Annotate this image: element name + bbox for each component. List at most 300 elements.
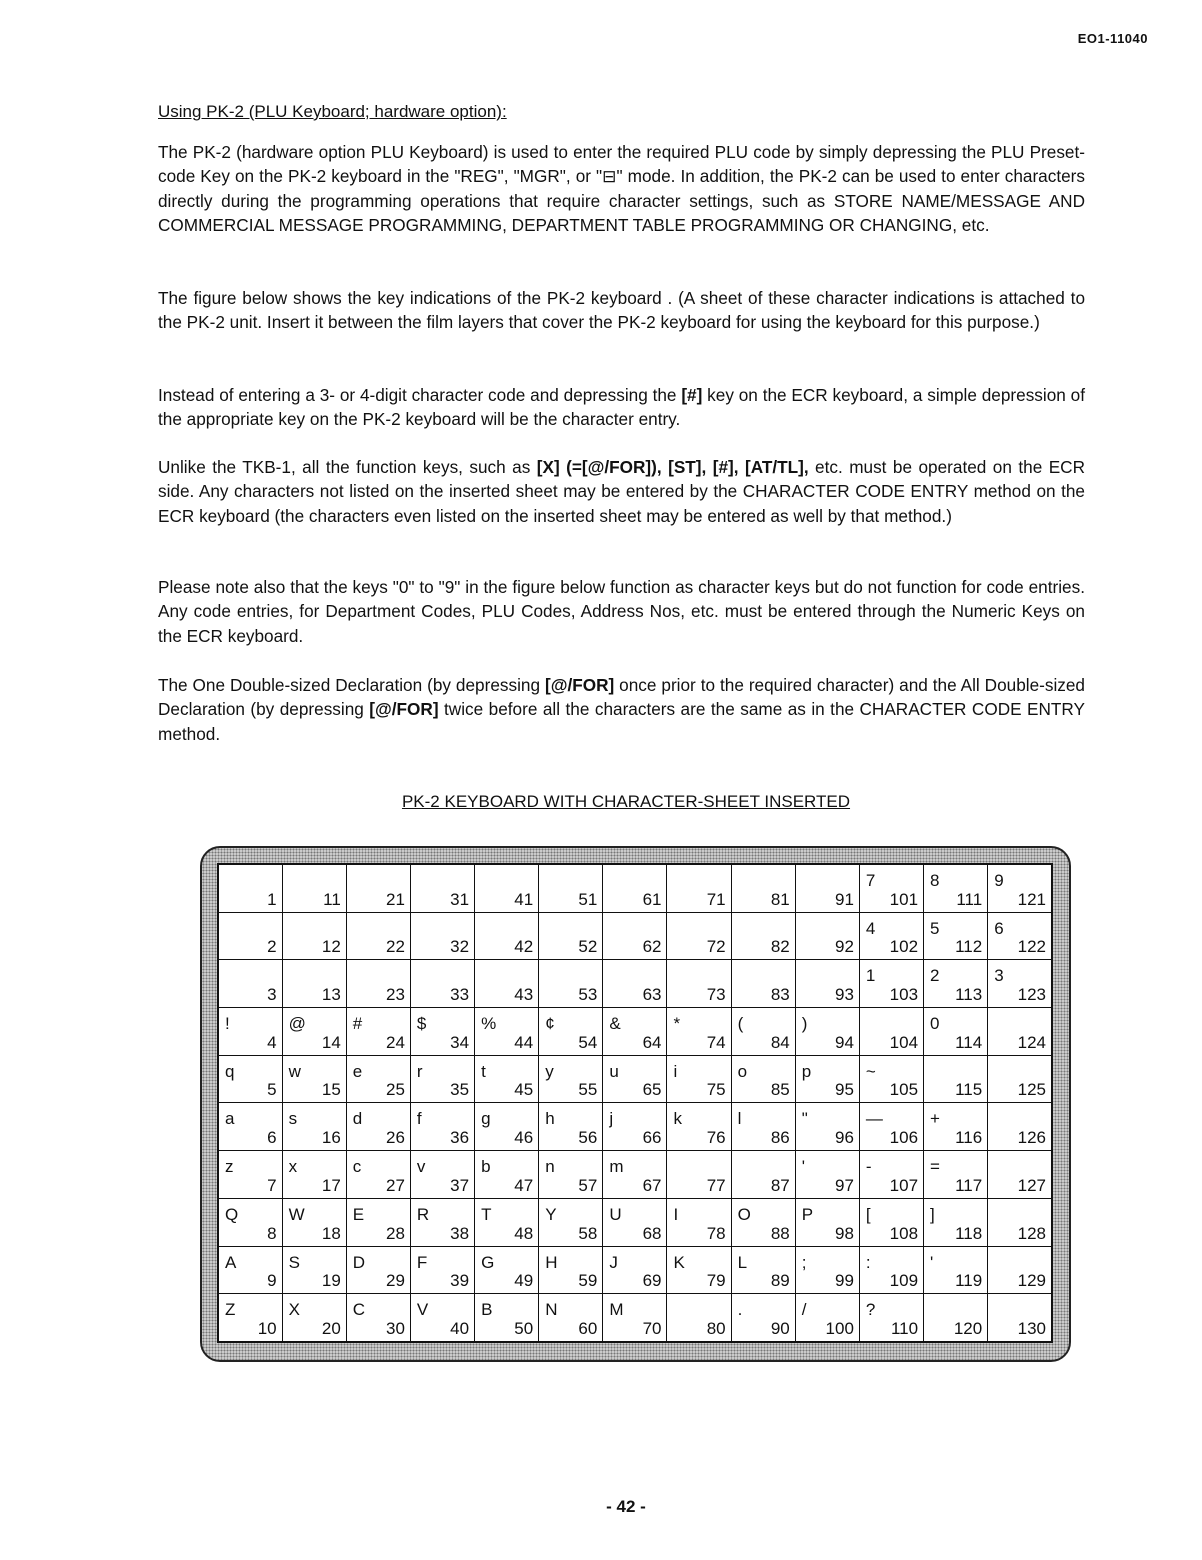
key-cell[interactable] <box>667 1103 731 1151</box>
key-code: 1 <box>267 889 277 909</box>
key-cell[interactable] <box>282 1246 346 1294</box>
key-cell[interactable] <box>346 912 410 960</box>
key-cell[interactable] <box>282 1008 346 1056</box>
key-cell[interactable] <box>924 1055 988 1103</box>
key-cell[interactable] <box>346 864 410 912</box>
key-cell[interactable] <box>282 912 346 960</box>
key-code: 19 <box>321 1271 341 1291</box>
key-cell[interactable] <box>731 1008 795 1056</box>
key-cell[interactable] <box>410 864 474 912</box>
key-cell[interactable] <box>988 1151 1052 1199</box>
key-cell[interactable] <box>924 960 988 1008</box>
key-code: 121 <box>1017 889 1046 909</box>
section-heading: Using PK-2 (PLU Keyboard; hardware option): <box>158 102 507 121</box>
page-number: - 42 - <box>606 1497 646 1516</box>
key-code: 69 <box>642 1271 662 1291</box>
key-cell[interactable] <box>410 1055 474 1103</box>
key-cell[interactable] <box>988 912 1052 960</box>
key-cell[interactable] <box>731 1294 795 1342</box>
key-cell[interactable] <box>924 1103 988 1151</box>
key-cell[interactable] <box>475 912 539 960</box>
key-cell[interactable] <box>988 1008 1052 1056</box>
key-code: 115 <box>955 1080 983 1100</box>
key-cell[interactable] <box>859 912 923 960</box>
key-character: l <box>737 1109 742 1129</box>
key-cell[interactable] <box>667 960 731 1008</box>
key-code: 85 <box>770 1080 790 1100</box>
key-code: 35 <box>450 1080 470 1100</box>
key-row <box>218 1246 1052 1294</box>
key-character: v <box>416 1157 426 1177</box>
key-code: 91 <box>834 889 854 909</box>
key-code: 41 <box>514 889 534 909</box>
key-character: % <box>481 1014 497 1034</box>
key-code: 20 <box>321 1319 341 1338</box>
key-code: 77 <box>706 1175 726 1195</box>
key-cell[interactable] <box>410 1103 474 1151</box>
key-cell[interactable] <box>667 1198 731 1246</box>
key-cell[interactable] <box>731 1246 795 1294</box>
key-cell[interactable] <box>988 1103 1052 1151</box>
paragraph-3-text-b: key on the ECR keyboard, a simple depression of the appropriate key on the PK-2 keyboard will be the character entry. <box>158 385 1085 430</box>
key-code: 74 <box>706 1032 726 1052</box>
key-cell[interactable] <box>539 960 603 1008</box>
key-cell[interactable] <box>859 1055 923 1103</box>
key-code: 66 <box>642 1128 662 1148</box>
key-code: 30 <box>386 1319 405 1338</box>
key-code: 87 <box>770 1175 790 1195</box>
key-cell[interactable] <box>218 960 282 1008</box>
key-cell[interactable] <box>731 864 795 912</box>
key-character: 0 <box>930 1014 940 1034</box>
key-character: — <box>865 1109 883 1129</box>
key-character: ; <box>801 1252 807 1272</box>
key-code: 22 <box>386 937 405 957</box>
key-cell[interactable] <box>410 1294 474 1342</box>
key-cell[interactable] <box>410 960 474 1008</box>
key-character: M <box>609 1300 624 1320</box>
key-code: 65 <box>642 1080 662 1100</box>
key-code: 118 <box>955 1223 983 1243</box>
key-character: 7 <box>865 871 876 890</box>
key-code: 97 <box>834 1175 854 1195</box>
key-code: 101 <box>889 889 919 909</box>
key-code: 99 <box>834 1271 854 1291</box>
key-code: 48 <box>514 1223 534 1243</box>
key-code: 67 <box>642 1175 662 1195</box>
key-cell[interactable] <box>859 1151 923 1199</box>
paragraph-3-text-a: Instead of entering a 3- or 4-digit character code and depressing the <box>158 385 682 405</box>
key-cell[interactable] <box>282 1198 346 1246</box>
key-character: A <box>225 1252 237 1272</box>
key-code: 32 <box>450 937 470 957</box>
key-cell[interactable] <box>795 1055 859 1103</box>
key-cell[interactable] <box>924 1246 988 1294</box>
key-cell[interactable] <box>282 960 346 1008</box>
key-code: 5 <box>267 1080 277 1100</box>
key-cell[interactable] <box>731 960 795 1008</box>
key-code: 59 <box>578 1271 598 1291</box>
key-cell[interactable] <box>603 912 667 960</box>
key-cell[interactable] <box>924 864 988 912</box>
pk2-keyboard <box>200 846 1071 1362</box>
key-cell[interactable] <box>924 1198 988 1246</box>
paragraph-4-text-a: Unlike the TKB-1, all the function keys, such as <box>158 457 537 477</box>
key-cell[interactable] <box>282 1294 346 1342</box>
key-character: Z <box>225 1300 236 1320</box>
key-cell[interactable] <box>795 864 859 912</box>
key-code: 94 <box>834 1032 854 1052</box>
key-cell[interactable] <box>475 1008 539 1056</box>
key-character: B <box>481 1300 493 1320</box>
paragraph-6-text-c: twice before all the characters are the same as in the CHARACTER CODE ENTRY method. <box>158 699 1085 744</box>
key-character: @ <box>288 1014 306 1034</box>
key-cell[interactable] <box>410 1008 474 1056</box>
key-character: K <box>673 1252 685 1272</box>
key-cell[interactable] <box>859 1246 923 1294</box>
key-cell[interactable] <box>859 1103 923 1151</box>
key-character: * <box>673 1014 681 1034</box>
key-code: 7 <box>267 1175 277 1195</box>
key-character: 1 <box>865 966 876 986</box>
key-cell[interactable] <box>603 1151 667 1199</box>
key-code: 103 <box>889 985 919 1005</box>
key-cell[interactable] <box>218 1198 282 1246</box>
key-cell[interactable] <box>795 1103 859 1151</box>
key-code: 9 <box>267 1271 277 1291</box>
key-code: 88 <box>770 1223 790 1243</box>
key-cell[interactable] <box>218 1055 282 1103</box>
key-character: . <box>737 1300 743 1320</box>
key-code: 53 <box>578 985 598 1005</box>
key-cell[interactable] <box>988 864 1052 912</box>
key-code: 10 <box>257 1319 277 1338</box>
key-cell[interactable] <box>667 1151 731 1199</box>
key-cell[interactable] <box>218 1294 282 1342</box>
key-code: 21 <box>386 889 405 909</box>
key-cell[interactable] <box>282 864 346 912</box>
key-code: 33 <box>450 985 470 1005</box>
key-code: 120 <box>953 1319 983 1338</box>
key-cell[interactable] <box>667 1008 731 1056</box>
key-character: ) <box>801 1014 808 1034</box>
paragraph-4 <box>158 455 1085 528</box>
key-code: 55 <box>578 1080 598 1100</box>
key-character: + <box>930 1109 940 1129</box>
key-code: 64 <box>642 1032 662 1052</box>
key-code: 63 <box>642 985 662 1005</box>
key-cell[interactable] <box>603 1103 667 1151</box>
key-cell[interactable] <box>795 1246 859 1294</box>
key-cell[interactable] <box>924 1294 988 1342</box>
key-character: ¢ <box>545 1014 555 1034</box>
key-cell[interactable] <box>731 1103 795 1151</box>
key-code: 28 <box>386 1223 405 1243</box>
key-cell[interactable] <box>475 1198 539 1246</box>
key-cell[interactable] <box>539 1198 603 1246</box>
key-cell[interactable] <box>859 1198 923 1246</box>
key-cell[interactable] <box>410 1151 474 1199</box>
key-cell[interactable] <box>795 912 859 960</box>
key-cell[interactable] <box>346 1294 410 1342</box>
key-code: 106 <box>889 1128 919 1148</box>
key-cell[interactable] <box>603 960 667 1008</box>
key-cell[interactable] <box>346 1198 410 1246</box>
key-character: / <box>801 1300 807 1320</box>
key-cell[interactable] <box>346 1246 410 1294</box>
key-character: P <box>801 1204 814 1224</box>
key-code: 42 <box>514 937 534 957</box>
key-cell[interactable] <box>346 1055 410 1103</box>
key-character: ' <box>930 1252 934 1272</box>
key-cell[interactable] <box>603 864 667 912</box>
key-code: 18 <box>321 1223 341 1243</box>
key-code: 114 <box>955 1032 983 1052</box>
key-code: 61 <box>642 889 662 909</box>
key-cell[interactable] <box>346 960 410 1008</box>
key-cell[interactable] <box>346 1103 410 1151</box>
key-cell[interactable] <box>218 864 282 912</box>
key-cell[interactable] <box>282 1103 346 1151</box>
key-character: ! <box>225 1014 230 1034</box>
key-cell[interactable] <box>988 960 1052 1008</box>
key-code: 110 <box>890 1319 919 1338</box>
key-character: # <box>352 1014 363 1034</box>
key-cell[interactable] <box>410 912 474 960</box>
key-cell[interactable] <box>667 912 731 960</box>
key-code: 86 <box>770 1128 790 1148</box>
key-cell[interactable] <box>475 960 539 1008</box>
key-cell[interactable] <box>218 1151 282 1199</box>
key-cell[interactable] <box>475 864 539 912</box>
key-character: b <box>481 1157 491 1177</box>
key-cell[interactable] <box>731 1198 795 1246</box>
key-character: q <box>225 1061 235 1081</box>
key-cell[interactable] <box>795 960 859 1008</box>
key-cell[interactable] <box>988 1055 1052 1103</box>
key-code: 125 <box>1017 1080 1046 1100</box>
key-character: ( <box>737 1014 744 1034</box>
key-character: h <box>545 1109 555 1129</box>
key-row <box>218 1055 1052 1103</box>
key-cell[interactable] <box>795 1008 859 1056</box>
key-code: 90 <box>770 1319 790 1338</box>
key-character: p <box>801 1061 812 1081</box>
key-character: J <box>609 1252 618 1272</box>
key-row <box>218 912 1052 960</box>
key-cell[interactable] <box>731 1055 795 1103</box>
key-character: r <box>416 1061 423 1081</box>
hash-key-label: [#] <box>681 385 703 405</box>
paragraph-4-text-b: etc. must be operated on the ECR side. Any characters not listed on the inserted sheet may be entered by the CHARACTER CODE ENTRY method on the ECR keyboard (the characters even listed on the inserted sheet may be entered as well by that method.) <box>158 457 1085 526</box>
key-code: 71 <box>706 889 726 909</box>
key-character: E <box>352 1204 365 1224</box>
paragraph-3 <box>158 383 1085 432</box>
key-code: 76 <box>706 1128 726 1148</box>
key-cell[interactable] <box>218 1103 282 1151</box>
key-cell[interactable] <box>475 1294 539 1342</box>
key-cell[interactable] <box>346 1151 410 1199</box>
key-code: 107 <box>889 1175 919 1195</box>
key-cell[interactable] <box>667 864 731 912</box>
key-cell[interactable] <box>539 1151 603 1199</box>
key-code: 8 <box>267 1223 277 1243</box>
key-cell[interactable] <box>667 1294 731 1342</box>
key-cell[interactable] <box>603 1294 667 1342</box>
key-cell[interactable] <box>859 960 923 1008</box>
key-code: 58 <box>578 1223 598 1243</box>
key-cell[interactable] <box>603 1246 667 1294</box>
key-cell[interactable] <box>603 1055 667 1103</box>
key-character: Y <box>545 1204 557 1224</box>
key-cell[interactable] <box>218 912 282 960</box>
key-character: O <box>737 1204 751 1224</box>
key-character: N <box>545 1300 558 1320</box>
key-cell[interactable] <box>539 1103 603 1151</box>
key-character: u <box>609 1061 619 1081</box>
key-character: G <box>481 1252 495 1272</box>
key-grid <box>217 863 1053 1343</box>
key-code: 104 <box>889 1032 919 1052</box>
key-cell[interactable] <box>475 1103 539 1151</box>
key-cell[interactable] <box>539 1055 603 1103</box>
key-character: f <box>416 1109 422 1129</box>
key-code: 44 <box>514 1032 534 1052</box>
key-cell[interactable] <box>218 1008 282 1056</box>
key-cell[interactable] <box>539 864 603 912</box>
key-cell[interactable] <box>539 912 603 960</box>
key-code: 130 <box>1017 1319 1046 1338</box>
key-character: x <box>288 1157 298 1177</box>
key-code: 127 <box>1017 1175 1046 1195</box>
key-cell[interactable] <box>346 1008 410 1056</box>
paragraph-6-text-b: once prior to the required character) and the All Double-sized Declaration (by depressing <box>158 675 1085 720</box>
key-cell[interactable] <box>282 1151 346 1199</box>
key-code: 6 <box>267 1128 277 1148</box>
key-character: ' <box>801 1157 806 1177</box>
key-cell[interactable] <box>475 1055 539 1103</box>
key-character: = <box>930 1157 940 1177</box>
key-cell[interactable] <box>667 1055 731 1103</box>
key-cell[interactable] <box>539 1294 603 1342</box>
key-code: 27 <box>386 1175 405 1195</box>
key-cell[interactable] <box>603 1008 667 1056</box>
key-cell[interactable] <box>282 1055 346 1103</box>
key-cell[interactable] <box>539 1008 603 1056</box>
key-code: 119 <box>955 1271 983 1291</box>
key-code: 105 <box>889 1080 919 1100</box>
key-code: 122 <box>1017 937 1046 957</box>
key-code: 26 <box>386 1128 405 1148</box>
key-cell[interactable] <box>795 1294 859 1342</box>
key-character: 9 <box>994 871 1004 890</box>
key-code: 25 <box>386 1080 405 1100</box>
key-character: H <box>545 1252 558 1272</box>
key-cell[interactable] <box>731 912 795 960</box>
key-code: 57 <box>578 1175 598 1195</box>
key-code: 117 <box>955 1175 983 1195</box>
key-code: 11 <box>323 889 341 909</box>
key-cell[interactable] <box>795 1198 859 1246</box>
key-cell[interactable] <box>859 1294 923 1342</box>
key-character: : <box>865 1252 871 1272</box>
key-character: R <box>416 1204 430 1224</box>
key-character: & <box>609 1014 621 1034</box>
key-cell[interactable] <box>795 1151 859 1199</box>
key-code: 23 <box>386 985 405 1005</box>
key-code: 52 <box>578 937 598 957</box>
key-code: 16 <box>321 1128 341 1148</box>
key-row <box>218 864 1052 912</box>
key-character: W <box>288 1204 305 1224</box>
key-code: 72 <box>706 937 726 957</box>
key-cell[interactable] <box>475 1246 539 1294</box>
key-cell[interactable] <box>667 1246 731 1294</box>
key-code: 45 <box>514 1080 534 1100</box>
key-code: 112 <box>955 937 983 957</box>
key-code: 14 <box>321 1032 341 1052</box>
key-character: w <box>288 1061 301 1081</box>
key-character: y <box>545 1061 554 1081</box>
key-cell[interactable] <box>603 1198 667 1246</box>
key-character: d <box>352 1109 363 1129</box>
key-character: X <box>288 1300 300 1320</box>
key-code: 46 <box>514 1128 534 1148</box>
key-cell[interactable] <box>988 1294 1052 1342</box>
key-code: 79 <box>706 1271 726 1291</box>
key-code: 84 <box>770 1032 790 1052</box>
key-code: 98 <box>834 1223 854 1243</box>
document-number: EO1-11040 <box>1077 31 1148 46</box>
key-cell[interactable] <box>859 864 923 912</box>
key-character: a <box>225 1109 235 1129</box>
key-code: 2 <box>267 937 277 957</box>
key-cell[interactable] <box>859 1008 923 1056</box>
key-cell[interactable] <box>410 1198 474 1246</box>
key-cell[interactable] <box>988 1198 1052 1246</box>
key-cell[interactable] <box>924 1008 988 1056</box>
key-code: 113 <box>955 985 983 1005</box>
key-cell[interactable] <box>924 912 988 960</box>
key-cell[interactable] <box>731 1151 795 1199</box>
key-row <box>218 1294 1052 1342</box>
key-code: 73 <box>706 985 726 1005</box>
key-row <box>218 1008 1052 1056</box>
for-key-label: [@/FOR] <box>544 675 615 695</box>
key-character: T <box>481 1204 492 1224</box>
for-key-label-2: [@/FOR] <box>369 699 439 720</box>
key-character: i <box>673 1061 678 1081</box>
key-code: 92 <box>834 937 854 957</box>
key-code: 13 <box>321 985 341 1005</box>
key-cell[interactable] <box>539 1246 603 1294</box>
key-cell[interactable] <box>924 1151 988 1199</box>
key-cell[interactable] <box>988 1246 1052 1294</box>
key-character: o <box>737 1061 748 1081</box>
key-character: L <box>737 1252 748 1272</box>
key-cell[interactable] <box>410 1246 474 1294</box>
key-character: V <box>416 1300 429 1320</box>
key-code: 50 <box>514 1319 534 1338</box>
key-code: 128 <box>1017 1223 1046 1243</box>
key-code: 3 <box>267 985 277 1005</box>
key-cell[interactable] <box>475 1151 539 1199</box>
key-row <box>218 1151 1052 1199</box>
key-character: - <box>865 1157 872 1177</box>
key-cell[interactable] <box>218 1246 282 1294</box>
key-code: 81 <box>770 889 790 909</box>
key-code: 123 <box>1017 985 1046 1005</box>
